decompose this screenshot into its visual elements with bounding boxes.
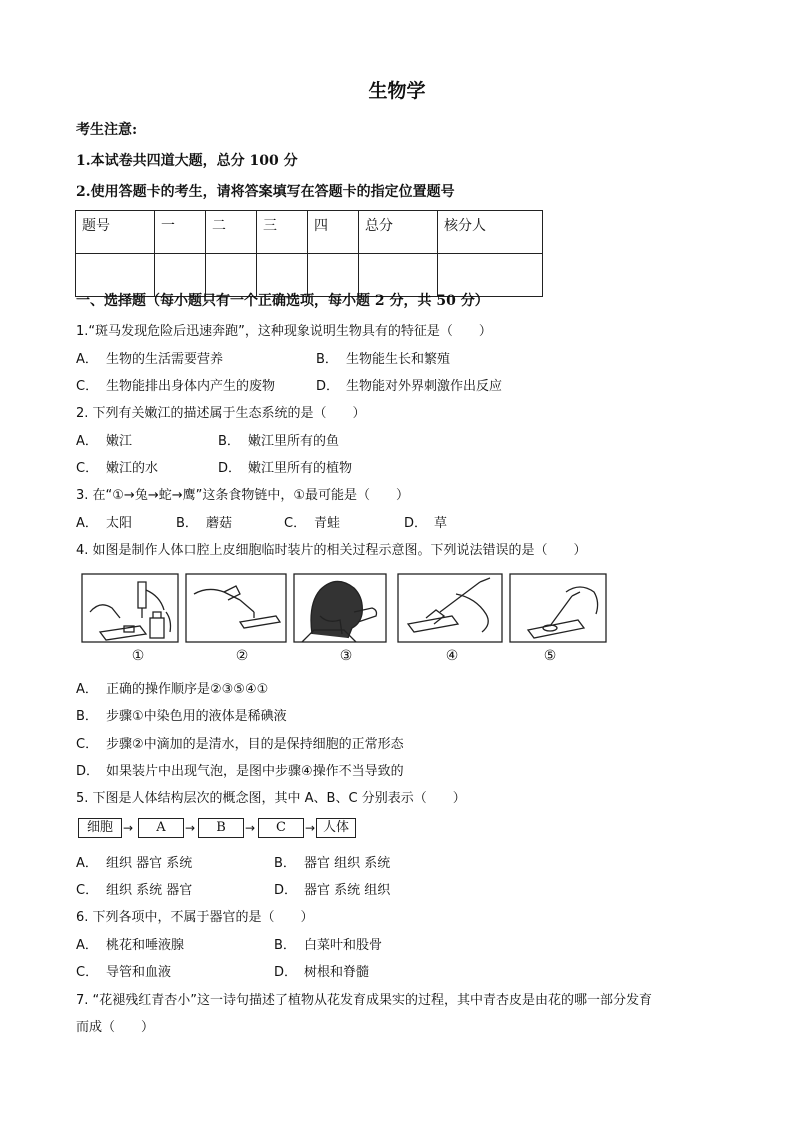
question-5-stem: 5. 下图是人体结构层次的概念图，其中 A、B、C 分别表示（ ） (76, 791, 466, 806)
flow-arrow-icon: → (245, 821, 256, 835)
q2-option-c (76, 457, 158, 476)
option-text: 生物能生长和繁殖 (346, 352, 451, 367)
score-header-cell: 三 (257, 211, 308, 254)
option-text: 嫩江里所有的植物 (248, 461, 353, 476)
option-letter: C． (76, 883, 99, 898)
option-letter: C． (76, 965, 99, 980)
option-text: 组织 器官 系统 (106, 856, 193, 871)
q4-option-d (76, 760, 404, 779)
flow-box-a: A (138, 818, 184, 838)
option-text: 生物能排出身体内产生的废物 (106, 379, 276, 394)
option-text: 组织 系统 器官 (106, 883, 193, 898)
option-letter: D． (76, 764, 100, 779)
option-letter: D． (274, 965, 298, 980)
option-letter: C． (76, 461, 99, 476)
flow-arrow-icon: → (305, 821, 316, 835)
flow-box-body: 人体 (316, 818, 356, 838)
section-1-heading: 一、选择题（每小题只有一个正确选项，每小题 2 分，共 50 分） (76, 293, 489, 309)
q3-option-b (176, 512, 232, 531)
option-text: 嫩江 (106, 434, 133, 449)
q2-option-b (218, 430, 339, 449)
concept-flow-diagram (78, 818, 358, 840)
q5-option-a (76, 852, 192, 871)
option-text: 导管和血液 (106, 965, 172, 980)
score-table-header-row (76, 211, 543, 254)
step-2-drop-image (186, 574, 286, 642)
option-text: 青蛙 (314, 516, 341, 531)
page-title: 生物学 (368, 80, 426, 102)
option-letter: B． (316, 352, 338, 367)
q1-option-a (76, 348, 223, 367)
q3-option-d (404, 512, 447, 531)
q3-option-c (284, 512, 340, 531)
option-letter: A． (76, 682, 98, 697)
q1-option-b (316, 348, 450, 367)
option-text: 嫩江里所有的鱼 (248, 434, 340, 449)
q5-option-b (274, 852, 390, 871)
q4-option-b (76, 705, 287, 724)
q5-option-d (274, 879, 390, 898)
option-text: 树根和脊髓 (304, 965, 370, 980)
option-letter: B． (176, 516, 198, 531)
option-letter: A． (76, 856, 98, 871)
question-6-stem: 6. 下列各项中，不属于器官的是（ ） (76, 910, 314, 925)
score-header-cell: 总分 (359, 211, 438, 254)
option-letter: A． (76, 516, 98, 531)
flow-box-c: C (258, 818, 304, 838)
score-table (75, 210, 543, 297)
q3-option-a (76, 512, 132, 531)
question-7-stem: 7. “花褪残红青杏小”这一诗句描述了植物从花发育成果实的过程，其中青杏皮是由花的哪一部分发育 (76, 993, 653, 1008)
option-text: 白菜叶和股骨 (304, 938, 383, 953)
option-text: 生物能对外界刺激作出反应 (346, 379, 503, 394)
option-letter: B． (76, 709, 98, 724)
flow-box-cell: 细胞 (78, 818, 122, 838)
option-letter: C． (284, 516, 307, 531)
figure-label-1: ① (131, 648, 145, 664)
q6-option-a (76, 934, 184, 953)
option-text: 桃花和唾液腺 (106, 938, 185, 953)
q1-option-d (316, 375, 502, 394)
option-letter: A． (76, 434, 98, 449)
option-letter: C． (76, 379, 99, 394)
q6-option-c (76, 961, 171, 980)
option-letter: B． (274, 938, 296, 953)
step-3-scrape-image (294, 574, 386, 642)
score-header-cell: 核分人 (438, 211, 543, 254)
option-letter: A． (76, 352, 98, 367)
option-letter: B． (274, 856, 296, 871)
figure-label-4: ④ (445, 648, 459, 664)
score-header-cell: 四 (308, 211, 359, 254)
q6-option-d (274, 961, 369, 980)
flow-box-b: B (198, 818, 244, 838)
q6-option-b (274, 934, 382, 953)
step-4-coverslip-image (398, 574, 502, 642)
score-header-cell: 二 (206, 211, 257, 254)
q5-option-c (76, 879, 192, 898)
flow-arrow-icon: → (185, 821, 196, 835)
step-5-smear-image (510, 574, 606, 642)
option-text: 如果装片中出现气泡，是图中步骤④操作不当导致的 (106, 764, 404, 779)
question-4-stem: 4. 如图是制作人体口腔上皮细胞临时装片的相关过程示意图。下列说法错误的是（ ） (76, 543, 587, 558)
notice-item-1: 1.本试卷共四道大题，总分 100 分 (76, 153, 298, 169)
flow-arrow-icon: → (123, 821, 134, 835)
option-text: 器官 组织 系统 (304, 856, 391, 871)
option-text: 步骤②中滴加的是清水，目的是保持细胞的正常形态 (106, 737, 404, 752)
question-1-stem: 1.“斑马发现危险后迅速奔跑”，这种现象说明生物具有的特征是（ ） (76, 324, 492, 339)
step-1-stain-image (82, 574, 178, 642)
option-text: 太阳 (106, 516, 133, 531)
option-text: 嫩江的水 (106, 461, 159, 476)
option-text: 器官 系统 组织 (304, 883, 391, 898)
question-7-stem-cont: 而成（ ） (76, 1020, 155, 1035)
q2-option-a (76, 430, 132, 449)
q1-option-c (76, 375, 275, 394)
option-letter: A． (76, 938, 98, 953)
option-letter: D． (274, 883, 298, 898)
option-letter: D． (316, 379, 340, 394)
q4-option-a (76, 678, 268, 697)
slide-preparation-figure (80, 572, 610, 664)
notice-heading: 考生注意: (76, 122, 138, 138)
q4-option-c (76, 733, 404, 752)
option-letter: B． (218, 434, 240, 449)
figure-label-3: ③ (339, 648, 353, 664)
option-text: 草 (434, 516, 448, 531)
figure-label-2: ② (235, 648, 249, 664)
figure-label-5: ⑤ (543, 648, 557, 664)
option-text: 生物的生活需要营养 (106, 352, 224, 367)
option-text: 蘑菇 (206, 516, 233, 531)
score-header-cell: 题号 (76, 211, 155, 254)
option-letter: D． (218, 461, 242, 476)
option-letter: C． (76, 737, 99, 752)
notice-item-2: 2.使用答题卡的考生，请将答案填写在答题卡的指定位置题号 (76, 184, 455, 200)
score-header-cell: 一 (155, 211, 206, 254)
option-text: 步骤①中染色用的液体是稀碘液 (106, 709, 287, 724)
q2-option-d (218, 457, 352, 476)
question-2-stem: 2. 下列有关嫩江的描述属于生态系统的是（ ） (76, 406, 366, 421)
question-3-stem: 3. 在“①→兔→蛇→鹰”这条食物链中，①最可能是（ ） (76, 488, 409, 503)
option-letter: D． (404, 516, 428, 531)
option-text: 正确的操作顺序是②③⑤④① (106, 682, 269, 697)
